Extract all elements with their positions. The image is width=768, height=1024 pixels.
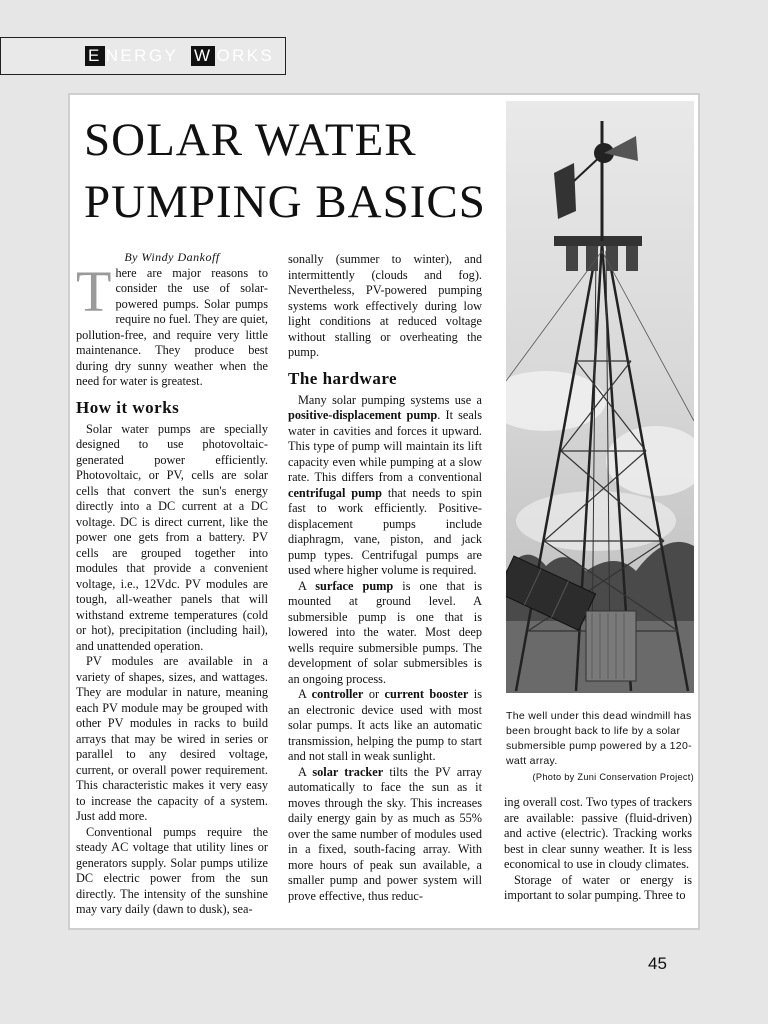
windmill-illustration bbox=[506, 101, 694, 693]
column-2 bbox=[288, 252, 482, 904]
paragraph: A surface pump is one that is mounted at ground level. A submersible pump is one that is lowered into the water. Most deep wells require submersible pumps. The development of solar submersibles is an ongoing process. bbox=[288, 578, 482, 686]
article-page bbox=[68, 93, 700, 930]
caption-text: The well under this dead windmill has been brought back to life by a solar submersible pump powered by a 120-watt array. bbox=[506, 710, 692, 767]
column-1 bbox=[76, 250, 268, 918]
photo-credit: (Photo by Zuni Conservation Project) bbox=[532, 772, 694, 782]
photo-caption bbox=[506, 709, 694, 785]
byline: By Windy Dankoff bbox=[124, 250, 220, 264]
section-header-label: E NERGY W ORKS bbox=[85, 46, 274, 66]
heading-how-it-works: How it works bbox=[76, 397, 180, 417]
paragraph: A controller or current booster is an electronic device used with most solar pumps. It acts like an automatic transmission, helping the pump to start and not stall in weak sunlight. bbox=[288, 687, 482, 763]
paragraph: ing overall cost. Two types of trackers are available: passive (fluid-driven) and active (electric). Tracking works best in clear sunny weather. It is less economical to use in cloudy climates. bbox=[504, 795, 692, 871]
drop-cap: T bbox=[76, 258, 112, 324]
article-title: SOLAR WATER PUMPING BASICS bbox=[84, 114, 486, 228]
windmill-photo bbox=[506, 101, 694, 693]
page-number: 45 bbox=[648, 954, 667, 973]
section-header bbox=[0, 37, 286, 75]
intro-paragraph: There are major reasons to consider the use of solar-powered pumps. Solar pumps require no fuel. They are quiet, pollution-free, and require very little maintenance. They produce best during dry sunny weather when the need for water is greatest. bbox=[76, 258, 268, 388]
paragraph: Conventional pumps require the steady AC voltage that utility lines or generators supply. Solar pumps utilize DC electric power from the sun directly. The intensity of the sunshine may vary daily (dawn to dusk), sea- bbox=[76, 824, 268, 916]
paragraph: Many solar pumping systems use a positive-displacement pump. It seals water in cavities and forces it upward. This type of pump will maintain its lift capacity even while pumping at a slow rate. This differs from a conventional centrifugal pump that needs to spin fast to work efficiently. Positive-displacement pumps include diaphragm, vane, piston, and jack pump types. Centrifugal pumps are used where higher volume is required. bbox=[288, 392, 483, 577]
paragraph: sonally (summer to winter), and intermittently (clouds and fog). Nevertheless, PV-powered pumping systems work effectively during low light conditions at reduced voltage without stalling or overheating the pump. bbox=[288, 252, 482, 359]
paragraph: PV modules are available in a variety of shapes, sizes, and wattages. They are modular in nature, meaning each PV module may be grouped with other PV modules in racks to build arrays that may be wired in series or parallel to any desired voltage, current, or overall power requirement. This characteristic makes it very easy to increase the capacity of a system. Just add more. bbox=[76, 654, 268, 823]
paragraph: Solar water pumps are specially designed to use photovoltaic-generated power efficiently. Photovoltaic, or PV, cells are solar cells that convert the sun's energy directly into a DC current at a DC voltage. DC is direct current, like the power one gets from a battery. PV cells are grouped together into modules that provide a convenient voltage, i.e., 12Vdc. PV modules are tough, all-weather panels that will withstand extreme temperatures (cold or hot), precipitation (including hail), and unattended operation. bbox=[76, 421, 268, 653]
paragraph: A solar tracker tilts the PV array automatically to face the sun as it moves through the sky. This increases daily energy gain by as much as 55% over the same number of modules used in a fixed, south-facing array. With more hours of peak sun available, a smaller pump and power system will prove effective, thus reduc- bbox=[288, 764, 482, 903]
heading-the-hardware: The hardware bbox=[288, 368, 398, 388]
paragraph: Storage of water or energy is important to solar pumping. Three to bbox=[504, 872, 692, 902]
column-3 bbox=[504, 795, 692, 904]
